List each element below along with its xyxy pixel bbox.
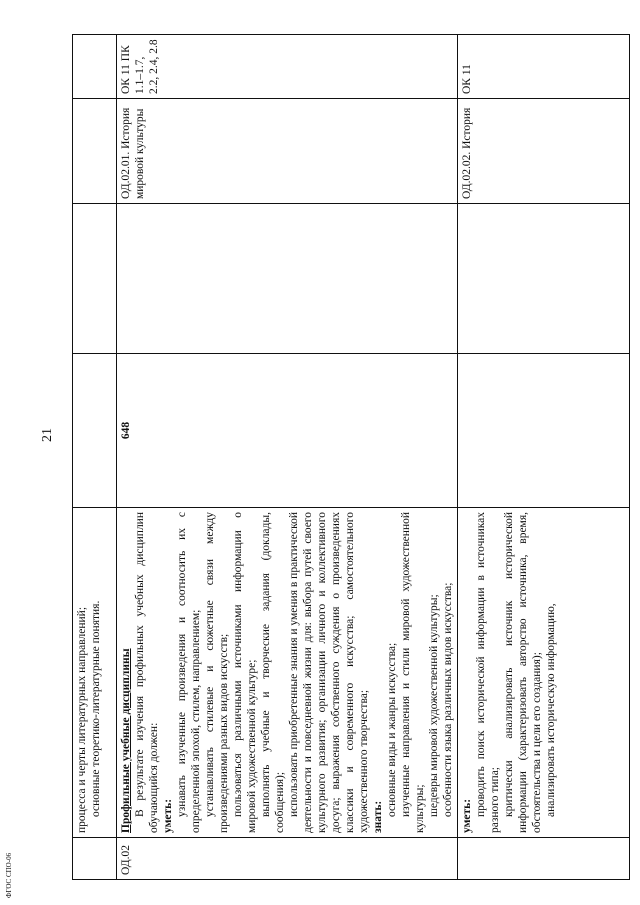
list-item: использовать приобретенные знания и умения в практической деятельности и повседневной жизни для: выбора путей своего культурного развития; организации личного и коллективного досуга; выражения собственного суждения о произведениях классики и современного искусства; самостоятельного художественного творчества; [288,512,370,833]
list-item: узнавать изученные произведения и соотносить их с определенной эпохой, стилем, направлением; [176,512,202,833]
competence-cell: ОК 11 ПК 1.1–1.7, 2.2, 2.4, 2.8 [117,35,458,99]
code-cell [458,838,630,880]
list-item: изученные направления и стили мировой художественной культуры; [400,512,426,833]
list-item: анализировать историческую информацию, [545,603,557,817]
section-code: ОД.02 [117,838,458,880]
requirements-cell [73,508,117,838]
list-item: шедевры мировой художественной культуры; [428,594,440,817]
table-row-od0202 [458,35,630,880]
intro-text: В результате изучения профильных учебных дисциплин обучающийся должен: [134,512,160,833]
znat-label: знать: [372,800,384,833]
list-item: особенности языка различных видов искусства; [442,582,454,817]
competence-cell: ОК 11 [458,35,630,99]
requirements-cell [458,508,630,838]
list-item: критически анализировать источник исторической информации (характеризовать авторство источника, время, обстоятельства и цели его создания); [503,512,543,833]
empty-cell [73,204,117,354]
discipline-cell: ОД.02.02. История [458,99,630,204]
hours-cell [458,354,630,508]
rotated-table-sheet [72,35,568,880]
empty-cell [117,204,458,354]
page-number: 21 [40,428,55,442]
discipline-cell: ОД.02.01. История мировой культуры [117,99,458,204]
discipline-cell [73,99,117,204]
footer-code: ФГОС СПО-06 [5,852,13,898]
umet-label: уметь: [461,798,473,833]
list-item: устанавливать стилевые и сюжетные связи между произведениями разных видов искусств; [204,512,230,833]
list-item: выполнять учебные и творческие задания (доклады, сообщения); [260,512,286,833]
hours-cell [73,354,117,508]
empty-cell [458,204,630,354]
list-item: основные виды и жанры искусства; [386,642,398,817]
competence-cell [73,35,117,99]
list-item: процесса и черты литературных направлений; [76,606,88,833]
list-item: основные теоретико-литературные понятия. [90,600,102,817]
umet-label: уметь: [162,798,174,833]
list-item: пользоваться различными источниками информации о мировой художественной культуре; [232,512,258,833]
requirements-cell [117,508,458,838]
curriculum-table [72,34,630,880]
code-cell [73,838,117,880]
table-row-od02 [117,35,458,880]
section-title: Профильные учебные дисциплины [120,648,132,833]
table-row-continuation [73,35,117,880]
list-item: проводить поиск исторической информации в источниках разного типа; [475,512,501,833]
hours-cell: 648 [117,354,458,508]
